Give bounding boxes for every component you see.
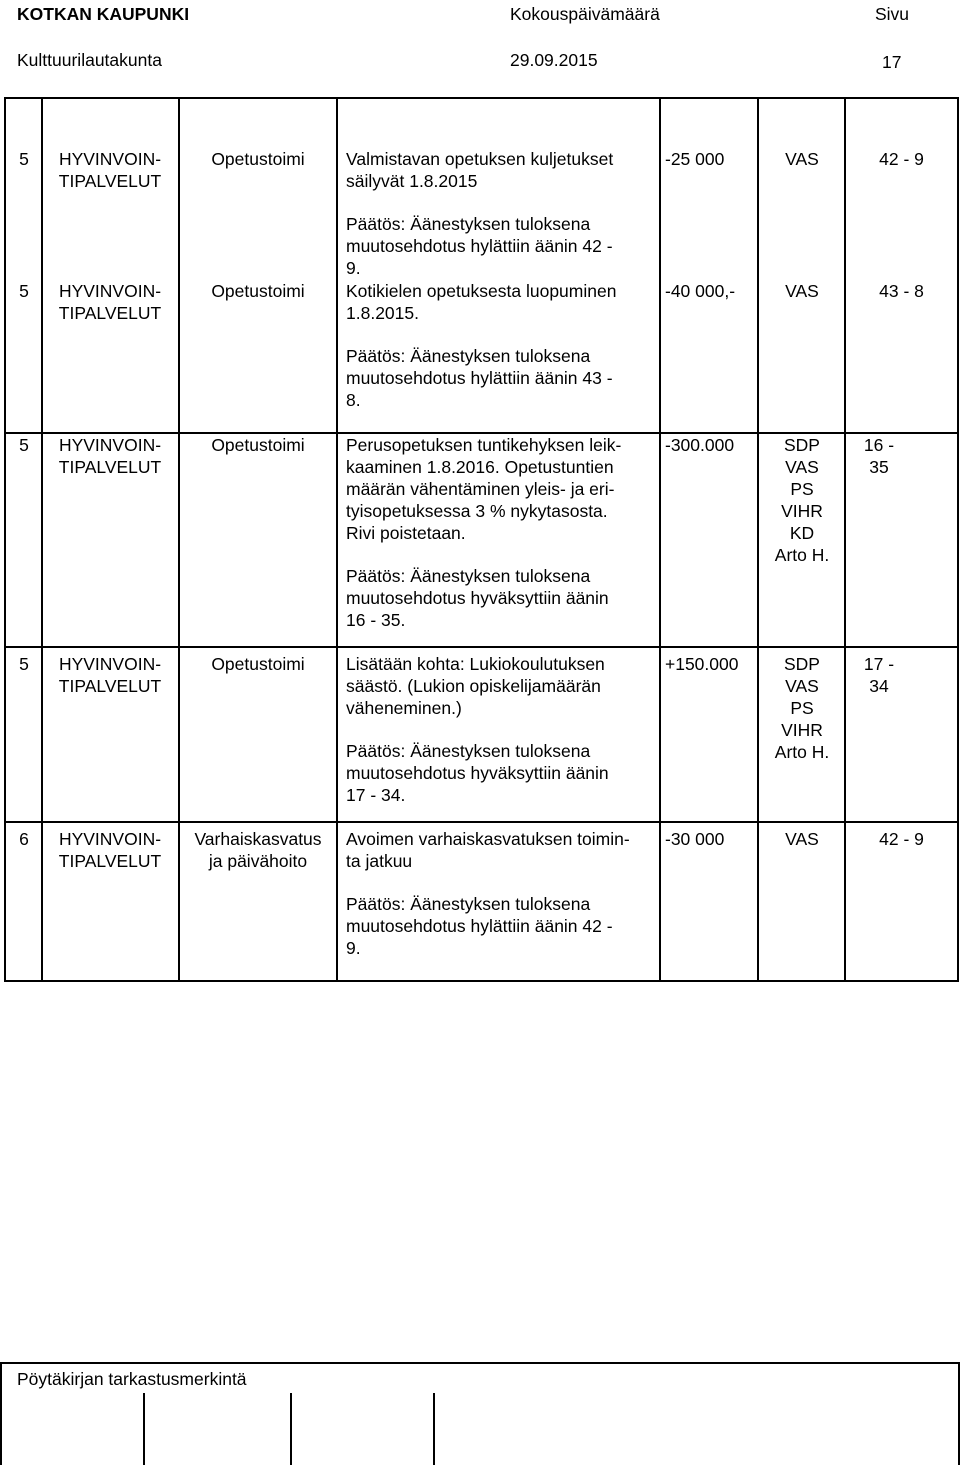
vote-result: 42 - 9 [879, 149, 924, 169]
footer-top-border [0, 1362, 960, 1364]
proposal-text: Kotikielen opetuksesta luopuminen 1.8.2015. Päätös: Äänestyksen tuloksena muutosehdotus hylättiin äänin 43 - 8. [346, 281, 617, 410]
unit: Opetustoimi [211, 149, 305, 169]
proposer: VAS [785, 149, 819, 169]
vote-result: 16 - 35 [863, 435, 895, 477]
service-area: HYVINVOIN- TIPALVELUT [58, 829, 162, 871]
signature-cell-divider [433, 1393, 435, 1465]
row-number: 5 [19, 149, 29, 169]
date-label: Kokouspäivämäärä [510, 4, 660, 24]
row-number: 6 [19, 829, 29, 849]
unit: Varhaiskasvatus ja päivähoito [194, 829, 322, 871]
column-divider [659, 97, 661, 982]
service-area: HYVINVOIN- TIPALVELUT [58, 654, 162, 696]
proposal-text: Valmistavan opetuksen kuljetukset säilyvät 1.8.2015 Päätös: Äänestyksen tuloksena muutosehdotus hylättiin äänin 42 - 9. [346, 149, 614, 278]
table-top-border [4, 97, 959, 99]
row-number: 5 [19, 654, 29, 674]
footer-label: Pöytäkirjan tarkastusmerkintä [17, 1369, 247, 1389]
proposer: VAS [785, 281, 819, 301]
row-divider [4, 646, 959, 648]
footer-divider [0, 1362, 2, 1465]
service-area: HYVINVOIN- TIPALVELUT [58, 435, 162, 477]
service-area: HYVINVOIN- TIPALVELUT [58, 281, 162, 323]
page-label: Sivu [875, 4, 910, 24]
column-divider [336, 97, 338, 982]
vote-result: 42 - 9 [879, 829, 924, 849]
proposal-text: Lisätään kohta: Lukiokoulutuksen säästö. (Lukion opiskelijamäärän väheneminen.) Päätös: Äänestyksen tuloksena muutosehdotus hyväksyttiin äänin 17 - 34. [346, 654, 609, 805]
service-area: HYVINVOIN- TIPALVELUT [58, 149, 162, 191]
page-number: 17 [882, 52, 902, 72]
unit: Opetustoimi [211, 435, 305, 455]
amount: -30 000 [665, 829, 725, 849]
amount: +150.000 [665, 654, 739, 674]
table-right-border [957, 97, 959, 982]
proposal-text: Avoimen varhaiskasvatuksen toimin- ta jatkuu Päätös: Äänestyksen tuloksena muutosehdotus hylättiin äänin 42 - 9. [346, 829, 630, 958]
signature-cell-divider [290, 1393, 292, 1465]
unit: Opetustoimi [211, 281, 305, 301]
board-name: Kulttuurilautakunta [17, 50, 162, 70]
row-number: 5 [19, 435, 29, 455]
vote-result: 17 - 34 [863, 654, 895, 696]
unit: Opetustoimi [211, 654, 305, 674]
proposer: VAS [785, 829, 819, 849]
proposer: SDP VAS PS VIHR KD Arto H. [774, 435, 830, 565]
table-bottom-border [4, 980, 959, 982]
vote-result: 43 - 8 [879, 281, 924, 301]
proposal-text: Perusopetuksen tuntikehyksen leik- kaaminen 1.8.2016. Opetustuntien määrän vähentäminen yleis- ja eri- tyisopetuksessa 3 % nykytasosta. Rivi poistetaan. Päätös: Äänestyksen tuloksena muutosehdotus hyväksyttiin äänin 16 - 35. [346, 435, 622, 630]
amount: -300.000 [665, 435, 735, 455]
amount: -25 000 [665, 149, 725, 169]
meeting-date: 29.09.2015 [510, 50, 598, 70]
row-divider [4, 821, 959, 823]
proposer: SDP VAS PS VIHR Arto H. [774, 654, 830, 762]
signature-cell-divider [143, 1393, 145, 1465]
organization-name: KOTKAN KAUPUNKI [17, 4, 190, 24]
amount: -40 000,- [665, 281, 736, 301]
row-number: 5 [19, 281, 29, 301]
